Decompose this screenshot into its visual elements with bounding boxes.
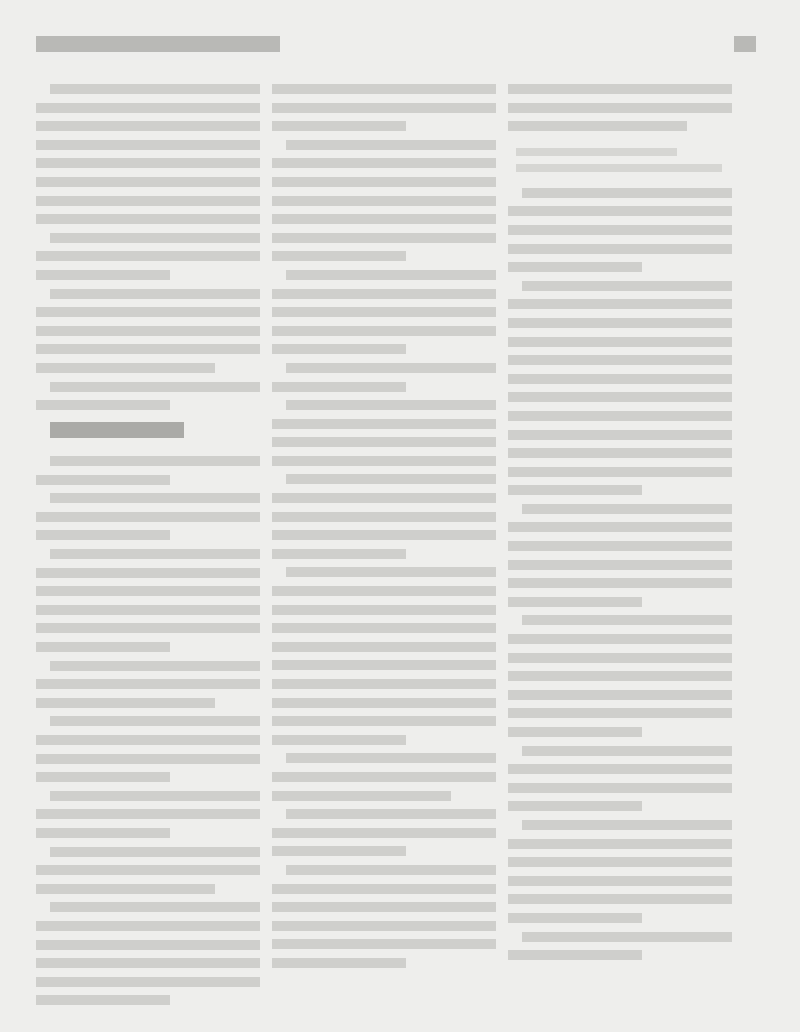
left-column [36, 84, 260, 1014]
middle-column [272, 84, 496, 977]
running-header [36, 30, 756, 60]
verse-couplet-placeholder [508, 148, 732, 172]
right-column [508, 84, 732, 969]
running-title-placeholder [36, 36, 280, 52]
section-heading-placeholder [50, 422, 184, 438]
page-number-placeholder [734, 36, 756, 52]
